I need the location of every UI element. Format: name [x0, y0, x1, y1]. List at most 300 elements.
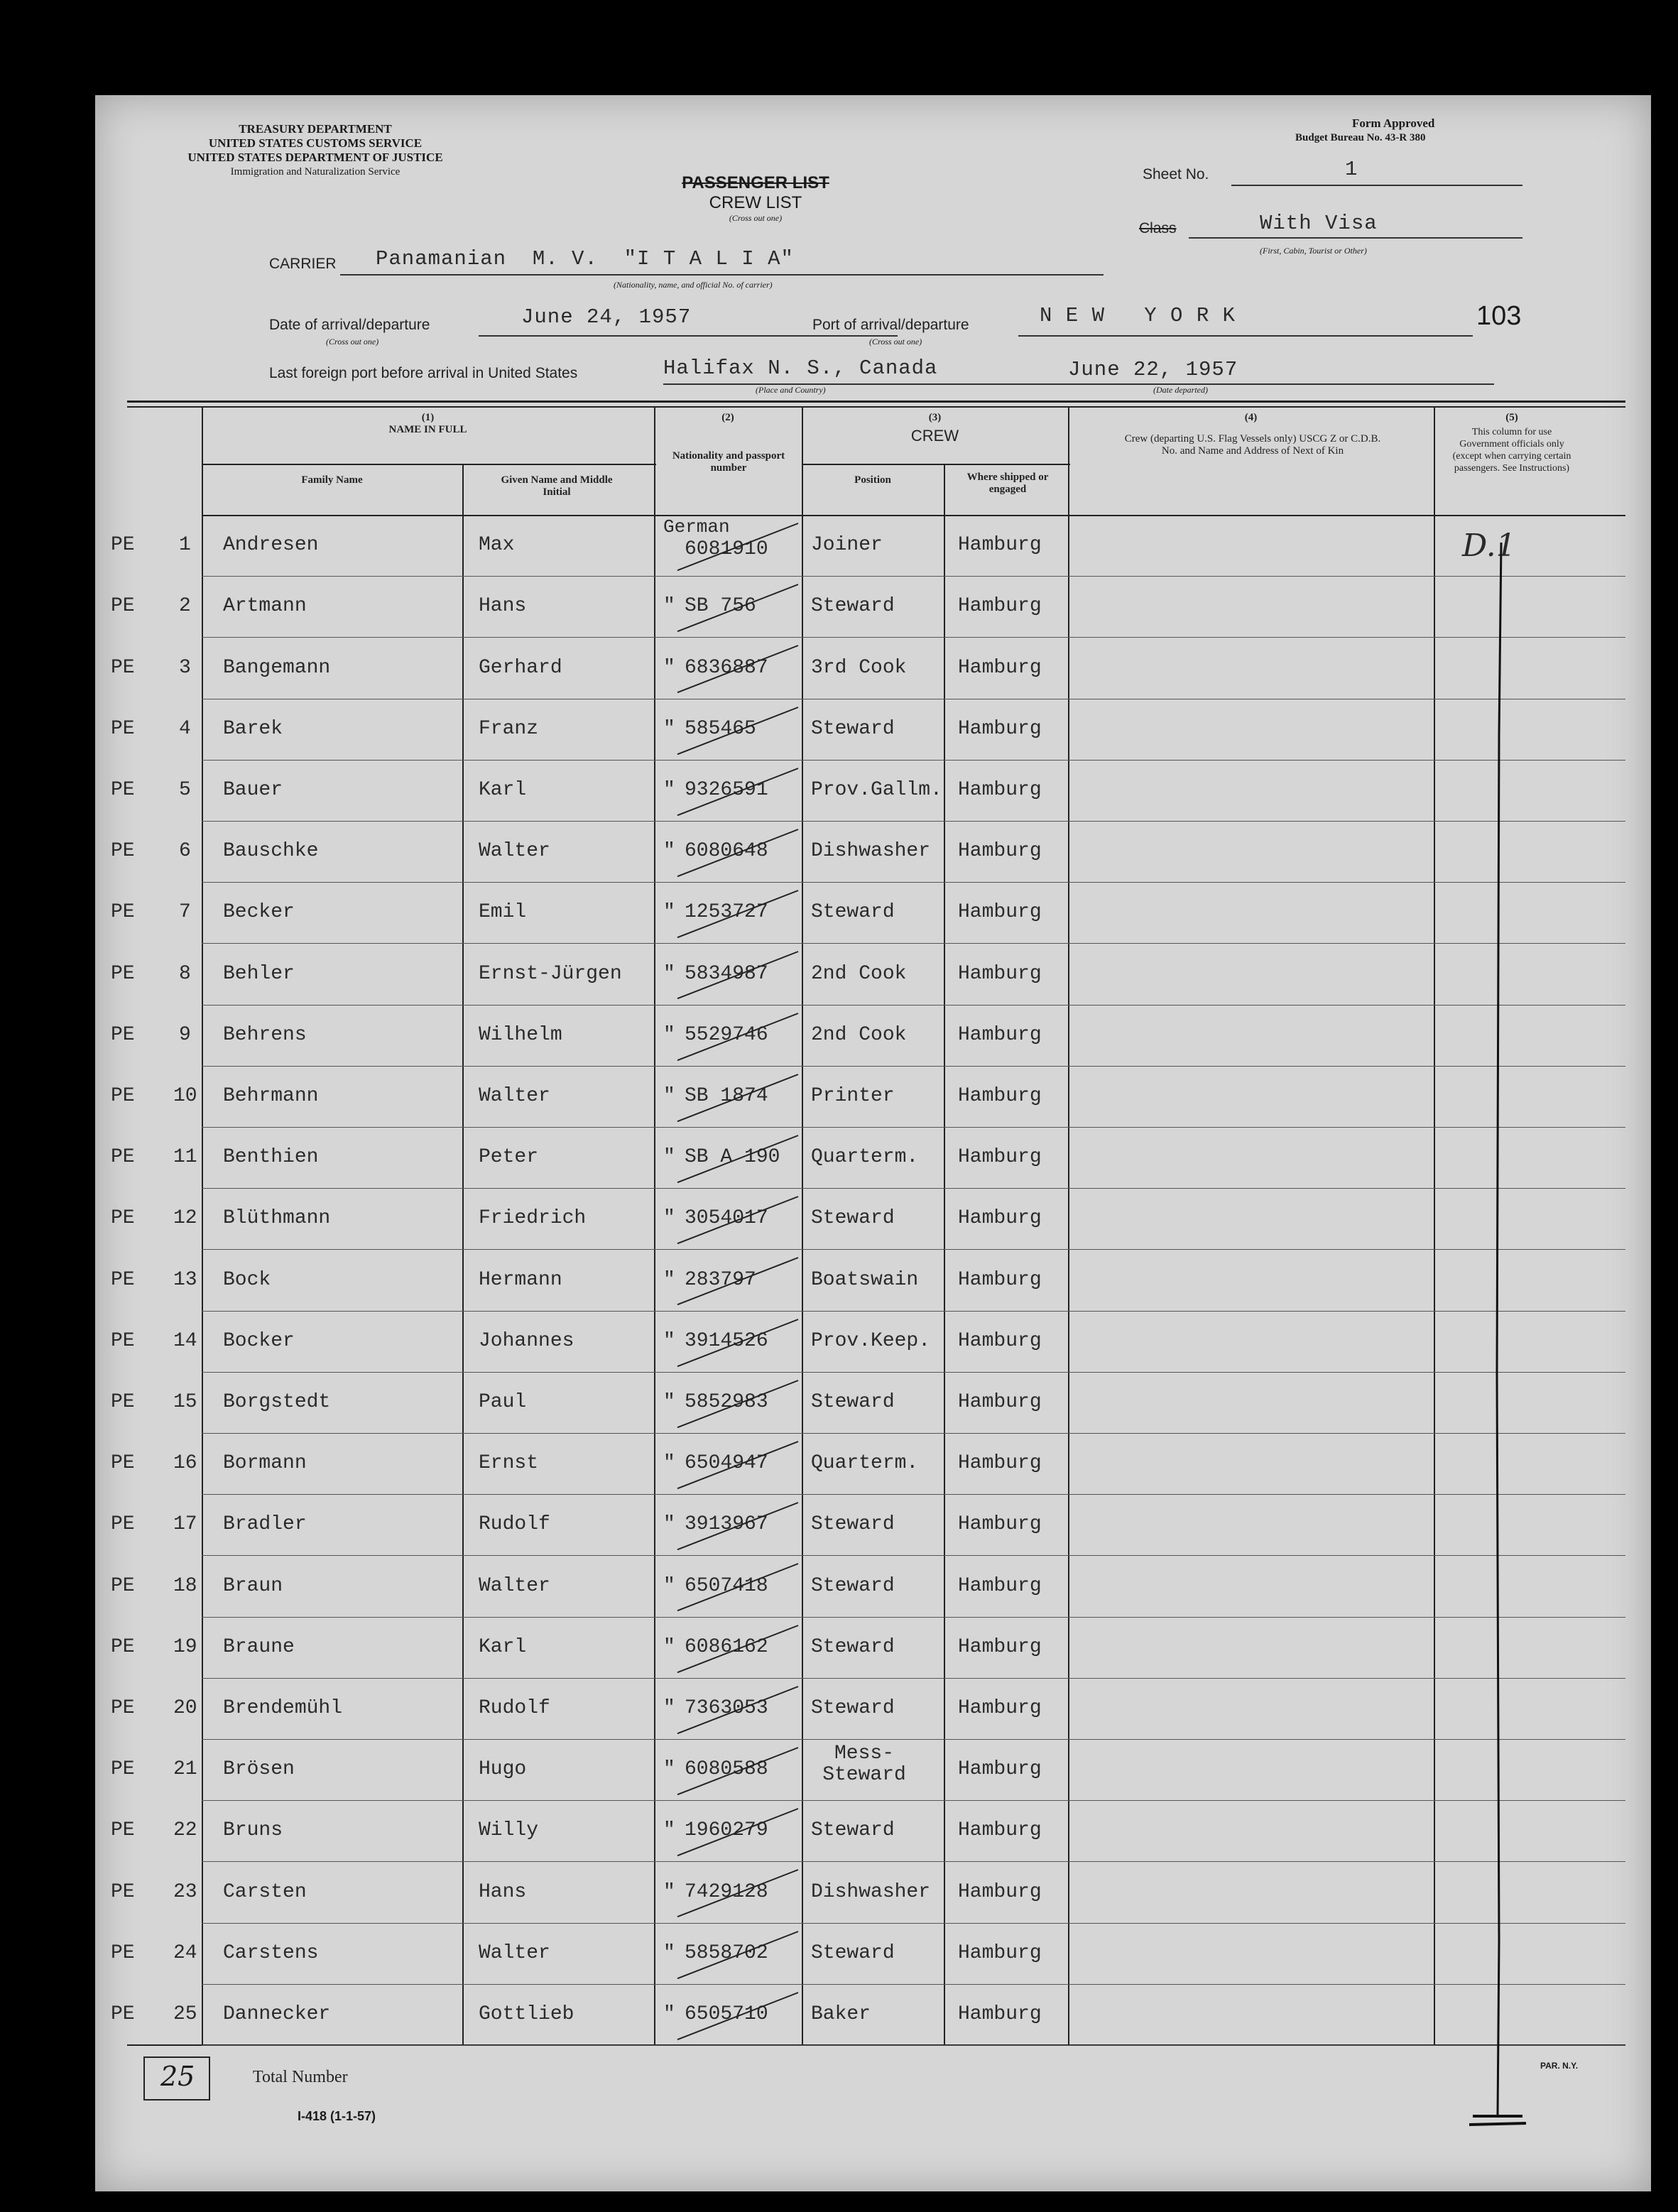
passport-number: SB A 190	[685, 1146, 780, 1169]
col3-heading	[802, 412, 1068, 445]
passport-number: 1960279	[685, 1819, 768, 1842]
row-number: 22	[173, 1819, 197, 1842]
nationality: "	[663, 901, 675, 924]
table-top-rule-2	[127, 406, 1625, 408]
row-number: 23	[173, 1880, 197, 1903]
position-heading: Position	[854, 474, 891, 486]
family-name: Brösen	[223, 1758, 295, 1781]
given-name: Peter	[479, 1146, 539, 1169]
given-name: Karl	[479, 1635, 527, 1658]
position: Steward	[811, 1635, 895, 1658]
given-name: Wilhelm	[479, 1023, 562, 1046]
col-divider-crew	[1068, 406, 1069, 2044]
position: Quarterm.	[811, 1146, 919, 1169]
position: Steward	[811, 1696, 895, 1719]
nationality: "	[663, 1207, 675, 1230]
where-shipped: Hamburg	[958, 1023, 1042, 1046]
where-shipped-heading: Where shipped or engaged	[966, 472, 1049, 495]
where-shipped: Hamburg	[958, 1696, 1042, 1719]
family-name: Carstens	[223, 1941, 319, 1964]
carrier-note: (Nationality, name, and official No. of carrier)	[614, 280, 773, 290]
given-name: Hans	[479, 1880, 527, 1903]
family-name: Bocker	[223, 1329, 295, 1352]
row-number: 7	[179, 901, 191, 924]
row-prefix: PE	[111, 962, 135, 985]
where-shipped: Hamburg	[958, 901, 1042, 924]
class-label: Class	[1139, 220, 1177, 236]
passport-number: 5852983	[685, 1390, 768, 1413]
carrier-field	[340, 249, 1104, 276]
where-shipped: Hamburg	[958, 2003, 1042, 2025]
row-prefix: PE	[111, 1146, 135, 1169]
passport-number: 6507418	[685, 1574, 768, 1597]
family-name: Braune	[223, 1635, 295, 1658]
given-name: Franz	[479, 717, 539, 740]
row-prefix: PE	[111, 1390, 135, 1413]
date-departed-note: (Date departed)	[1153, 385, 1208, 395]
last-port-label: Last foreign port before arrival in United States	[269, 365, 578, 381]
row-prefix: PE	[111, 595, 135, 618]
row-prefix: PE	[111, 1635, 135, 1658]
col-divider-family	[462, 464, 464, 2044]
nationality: "	[663, 1084, 675, 1107]
crew-heading: CREW	[910, 427, 959, 445]
row-divider	[202, 576, 1625, 577]
passport-slash-mark	[663, 1005, 812, 1066]
row-number: 12	[173, 1207, 197, 1230]
title-block	[649, 173, 862, 224]
where-shipped: Hamburg	[958, 595, 1042, 618]
row-prefix: PE	[111, 1758, 135, 1781]
row-number: 8	[179, 962, 191, 985]
row-prefix: PE	[111, 840, 135, 863]
col4-number: (4)	[1244, 412, 1258, 423]
family-name: Artmann	[223, 595, 307, 618]
agency-line: UNITED STATES DEPARTMENT OF JUSTICE	[187, 151, 443, 164]
given-name: Rudolf	[479, 1696, 550, 1719]
port-label: Port of arrival/departure	[812, 317, 969, 333]
total-label: Total Number	[253, 2068, 348, 2086]
nationality: "	[663, 1452, 675, 1475]
col-divider-left	[202, 406, 203, 2044]
given-name: Hermann	[479, 1268, 562, 1291]
col2-number: (2)	[721, 412, 734, 423]
row-number: 17	[173, 1513, 197, 1536]
passport-slash-mark	[663, 576, 812, 637]
official-mark-svg	[1430, 521, 1593, 2140]
date-value: June 24, 1957	[521, 305, 692, 329]
passport-number: 5858702	[685, 1941, 768, 1964]
nationality: "	[663, 1146, 675, 1169]
printer-mark: PAR. N.Y.	[1540, 2061, 1579, 2071]
where-shipped: Hamburg	[958, 1574, 1042, 1597]
passport-number: 3054017	[685, 1207, 768, 1230]
nationality: "	[663, 1635, 675, 1658]
last-port-field	[663, 356, 1494, 385]
passport-number: 6504947	[685, 1452, 768, 1475]
row-prefix: PE	[111, 717, 135, 740]
family-name: Bruns	[223, 1819, 283, 1842]
page-number: 103	[1476, 301, 1522, 331]
nationality: "	[663, 1819, 675, 1842]
agency-block	[138, 122, 493, 179]
position: Boatswain	[811, 1268, 919, 1291]
nationality: "	[663, 1880, 675, 1903]
row-divider	[202, 1800, 1625, 1801]
family-name: Bormann	[223, 1452, 307, 1475]
col1-number: (1)	[421, 412, 435, 423]
passport-slash-mark	[663, 1617, 812, 1678]
family-name: Braun	[223, 1574, 283, 1597]
position: Dishwasher	[811, 1880, 931, 1903]
row-number: 20	[173, 1696, 197, 1719]
where-shipped: Hamburg	[958, 1758, 1042, 1781]
row-divider	[202, 1372, 1625, 1373]
agency-line: UNITED STATES CUSTOMS SERVICE	[208, 136, 423, 150]
row-divider	[202, 760, 1625, 761]
where-shipped: Hamburg	[958, 840, 1042, 863]
where-shipped: Hamburg	[958, 1635, 1042, 1658]
row-prefix: PE	[111, 1819, 135, 1842]
passport-slash-mark	[663, 821, 812, 882]
row-prefix: PE	[111, 901, 135, 924]
passport-slash-mark	[663, 1066, 812, 1127]
port-note: (Cross out one)	[869, 337, 922, 347]
nationality-heading: Nationality and passport number	[672, 450, 785, 474]
family-name: Dannecker	[223, 2003, 331, 2025]
where-shipped: Hamburg	[958, 778, 1042, 801]
row-divider	[202, 1555, 1625, 1556]
family-name: Blüthmann	[223, 1207, 331, 1230]
sheet-label: Sheet No.	[1143, 166, 1209, 182]
row-prefix: PE	[111, 1329, 135, 1352]
row-divider	[202, 1923, 1625, 1924]
where-shipped: Hamburg	[958, 1513, 1042, 1536]
passport-number: 7363053	[685, 1696, 768, 1719]
given-name: Friedrich	[479, 1207, 587, 1230]
where-shipped: Hamburg	[958, 1941, 1042, 1964]
family-name: Carsten	[223, 1880, 307, 1903]
passport-slash-mark	[663, 1372, 812, 1433]
document-page	[95, 95, 1651, 2191]
where-shipped: Hamburg	[958, 962, 1042, 985]
title-passenger: PASSENGER LIST	[682, 173, 829, 192]
nationality: "	[663, 656, 675, 679]
where-shipped: Hamburg	[958, 1880, 1042, 1903]
row-prefix: PE	[111, 1574, 135, 1597]
row-divider	[202, 943, 1625, 944]
row-number: 1	[179, 534, 191, 557]
nationality: "	[663, 962, 675, 985]
nationality: "	[663, 778, 675, 801]
row-divider	[202, 1739, 1625, 1740]
position: Dishwasher	[811, 840, 931, 863]
given-name: Ernst-Jürgen	[479, 962, 622, 985]
given-name: Johannes	[479, 1329, 574, 1352]
position: Steward	[811, 1819, 895, 1842]
last-port-note: (Place and Country)	[756, 385, 826, 395]
passport-number: 1253727	[685, 901, 768, 924]
row-number: 16	[173, 1452, 197, 1475]
position: Steward	[811, 717, 895, 740]
row-number: 3	[179, 656, 191, 679]
row-number: 11	[173, 1146, 197, 1169]
given-name: Walter	[479, 1574, 550, 1597]
where-shipped: Hamburg	[958, 656, 1042, 679]
passport-slash-mark	[663, 637, 812, 698]
position: 2nd Cook	[811, 962, 907, 985]
total-handwritten: 25	[160, 2061, 195, 2092]
row-number: 10	[173, 1084, 197, 1107]
col1-title: NAME IN FULL	[388, 424, 467, 435]
class-note: (First, Cabin, Tourist or Other)	[1260, 246, 1367, 256]
row-prefix: PE	[111, 1513, 135, 1536]
row-prefix: PE	[111, 1207, 135, 1230]
given-name: Gerhard	[479, 656, 562, 679]
where-shipped: Hamburg	[958, 1084, 1042, 1107]
passport-slash-mark	[663, 1188, 812, 1249]
passport-number: 6505710	[685, 2003, 768, 2025]
col5-text: This column for use Government officials only (except when carrying certain passengers. See Instructions)	[1452, 427, 1571, 474]
col1-heading	[202, 412, 654, 436]
family-name: Borgstedt	[223, 1390, 331, 1413]
row-prefix: PE	[111, 656, 135, 679]
passport-slash-mark	[663, 882, 812, 943]
passport-slash-mark	[663, 1249, 812, 1310]
header-bottom-rule	[202, 515, 1625, 516]
row-number: 19	[173, 1635, 197, 1658]
nationality: "	[663, 1696, 675, 1719]
passport-slash-mark	[663, 699, 812, 760]
row-prefix: PE	[111, 1084, 135, 1107]
passport-slash-mark	[663, 1494, 812, 1555]
date-note: (Cross out one)	[326, 337, 379, 347]
nationality: "	[663, 1390, 675, 1413]
given-name: Karl	[479, 778, 527, 801]
nationality: German	[663, 516, 730, 538]
passport-slash-mark	[663, 1433, 812, 1494]
row-prefix: PE	[111, 1941, 135, 1964]
sheet-number: 1	[1345, 158, 1358, 181]
nationality: "	[663, 1023, 675, 1046]
nationality: "	[663, 1268, 675, 1291]
passport-number: 283797	[685, 1268, 756, 1291]
position: Steward	[811, 1390, 895, 1413]
row-number: 2	[179, 595, 191, 618]
passport-number: 3914526	[685, 1329, 768, 1352]
carrier-label: CARRIER	[269, 256, 337, 272]
passport-slash-mark	[663, 1923, 812, 1984]
row-divider	[202, 882, 1625, 883]
class-value: With Visa	[1260, 212, 1378, 235]
passport-slash-mark	[663, 1800, 812, 1861]
name-subhead-rule	[202, 464, 656, 465]
row-divider	[202, 1249, 1625, 1250]
given-name: Ernst	[479, 1452, 539, 1475]
row-divider	[202, 1066, 1625, 1067]
position: Steward	[811, 1207, 895, 1230]
passport-number: SB 756	[685, 595, 756, 618]
row-divider	[202, 1861, 1625, 1862]
passport-number: 9326591	[685, 778, 768, 801]
row-divider	[202, 821, 1625, 822]
passport-number: 6080648	[685, 840, 768, 863]
position: Prov.Keep.	[811, 1329, 931, 1352]
nationality: "	[663, 595, 675, 618]
where-shipped: Hamburg	[958, 1207, 1042, 1230]
row-number: 9	[179, 1023, 191, 1046]
form-number: I-418 (1-1-57)	[298, 2109, 376, 2123]
col4-text: Crew (departing U.S. Flag Vessels only) USCG Z or C.D.B. No. and Name and Address of Next of Kin	[1124, 433, 1381, 457]
sheet-field	[1231, 160, 1522, 186]
family-name: Andresen	[223, 534, 319, 557]
nationality: "	[663, 1329, 675, 1352]
family-name: Bradler	[223, 1513, 307, 1536]
position: Steward	[811, 1941, 895, 1964]
given-name: Paul	[479, 1390, 527, 1413]
passport-slash-mark	[663, 1984, 812, 2045]
official-mark: D.1	[1462, 528, 1516, 564]
nationality: "	[663, 2003, 675, 2025]
given-name: Walter	[479, 1941, 550, 1964]
cross-out-note: (Cross out one)	[729, 213, 783, 223]
given-name: Hans	[479, 595, 527, 618]
form-approved-block	[1295, 116, 1530, 145]
table-top-rule	[127, 401, 1625, 403]
carrier-value: Panamanian M. V. "I T A L I A"	[376, 247, 794, 271]
where-shipped: Hamburg	[958, 1390, 1042, 1413]
crew-subhead-rule	[802, 464, 1070, 465]
position: Steward	[811, 595, 895, 618]
row-number: 13	[173, 1268, 197, 1291]
passport-number: 5529746	[685, 1023, 768, 1046]
nationality: "	[663, 1941, 675, 1964]
agency-line: Immigration and Naturalization Service	[230, 166, 401, 178]
family-name: Bauer	[223, 778, 283, 801]
passport-number: 3913967	[685, 1513, 768, 1536]
port-field	[1018, 304, 1473, 337]
agency-line: TREASURY DEPARTMENT	[239, 122, 392, 136]
total-box	[143, 2056, 210, 2101]
family-name: Becker	[223, 901, 295, 924]
row-prefix: PE	[111, 1268, 135, 1291]
nationality: "	[663, 1758, 675, 1781]
passport-slash-mark	[663, 760, 812, 821]
position: Steward	[811, 901, 895, 924]
row-prefix: PE	[111, 1452, 135, 1475]
given-name: Hugo	[479, 1758, 527, 1781]
where-shipped: Hamburg	[958, 717, 1042, 740]
passport-number: 7429128	[685, 1880, 768, 1903]
row-number: 24	[173, 1941, 197, 1964]
position: Joiner	[811, 534, 883, 557]
row-divider	[202, 1433, 1625, 1434]
row-divider	[202, 1617, 1625, 1618]
where-shipped: Hamburg	[958, 1268, 1042, 1291]
passport-number: 6080588	[685, 1758, 768, 1781]
where-shipped: Hamburg	[958, 1329, 1042, 1352]
title-crew: CREW LIST	[709, 193, 802, 212]
position: Printer	[811, 1084, 895, 1107]
family-name: Bock	[223, 1268, 271, 1291]
nationality: "	[663, 1574, 675, 1597]
nationality: "	[663, 840, 675, 863]
family-name: Behler	[223, 962, 295, 985]
class-field	[1189, 213, 1522, 239]
row-divider	[202, 2045, 1625, 2046]
col3-number: (3)	[928, 412, 942, 423]
family-name: Benthien	[223, 1146, 319, 1169]
passport-number: 5834987	[685, 962, 768, 985]
row-prefix: PE	[111, 2003, 135, 2025]
row-prefix: PE	[111, 1696, 135, 1719]
given-name: Gottlieb	[479, 2003, 574, 2025]
row-divider	[202, 1311, 1625, 1312]
position: Mess- Steward	[822, 1743, 906, 1786]
nationality: "	[663, 717, 675, 740]
passport-number: 585465	[685, 717, 756, 740]
row-number: 14	[173, 1329, 197, 1352]
row-number: 5	[179, 778, 191, 801]
row-number: 6	[179, 840, 191, 863]
row-number: 4	[179, 717, 191, 740]
row-number: 21	[173, 1758, 197, 1781]
where-shipped: Hamburg	[958, 1452, 1042, 1475]
family-name: Behrmann	[223, 1084, 319, 1107]
budget-bureau: Budget Bureau No. 43-R 380	[1295, 132, 1426, 143]
given-name: Walter	[479, 1084, 550, 1107]
port-value: N E W Y O R K	[1040, 304, 1236, 327]
form-approved: Form Approved	[1352, 116, 1435, 130]
position: 3rd Cook	[811, 656, 907, 679]
row-divider	[202, 1005, 1625, 1006]
passport-number: SB 1874	[685, 1084, 768, 1107]
col-divider-name	[654, 406, 655, 2044]
passport-slash-mark	[663, 1555, 812, 1616]
passport-slash-mark	[663, 943, 812, 1004]
passport-slash-mark	[663, 1739, 812, 1800]
row-divider	[202, 1188, 1625, 1189]
passport-number: 6081910	[685, 538, 768, 561]
position: Prov.Gallm.	[811, 778, 942, 801]
passport-slash-mark	[663, 1861, 812, 1922]
passport-number: 6836887	[685, 656, 768, 679]
col5-number: (5)	[1505, 412, 1518, 423]
date-label: Date of arrival/departure	[269, 317, 430, 333]
passport-slash-mark	[663, 1678, 812, 1739]
row-number: 15	[173, 1390, 197, 1413]
row-number: 25	[173, 2003, 197, 2025]
where-shipped: Hamburg	[958, 1819, 1042, 1842]
family-name: Bauschke	[223, 840, 319, 863]
given-name: Willy	[479, 1819, 539, 1842]
passport-slash-mark	[663, 1127, 812, 1188]
row-prefix: PE	[111, 534, 135, 557]
family-name-heading: Family Name	[301, 474, 363, 486]
row-divider	[202, 1494, 1625, 1495]
position: Quarterm.	[811, 1452, 919, 1475]
position: Steward	[811, 1574, 895, 1597]
date-departed-value: June 22, 1957	[1068, 358, 1238, 381]
given-name: Rudolf	[479, 1513, 550, 1536]
row-divider	[202, 1127, 1625, 1128]
row-prefix: PE	[111, 1023, 135, 1046]
position: Steward	[811, 1513, 895, 1536]
row-divider	[202, 637, 1625, 638]
given-name: Max	[479, 534, 515, 557]
row-divider	[202, 1984, 1625, 1985]
where-shipped: Hamburg	[958, 1146, 1042, 1169]
